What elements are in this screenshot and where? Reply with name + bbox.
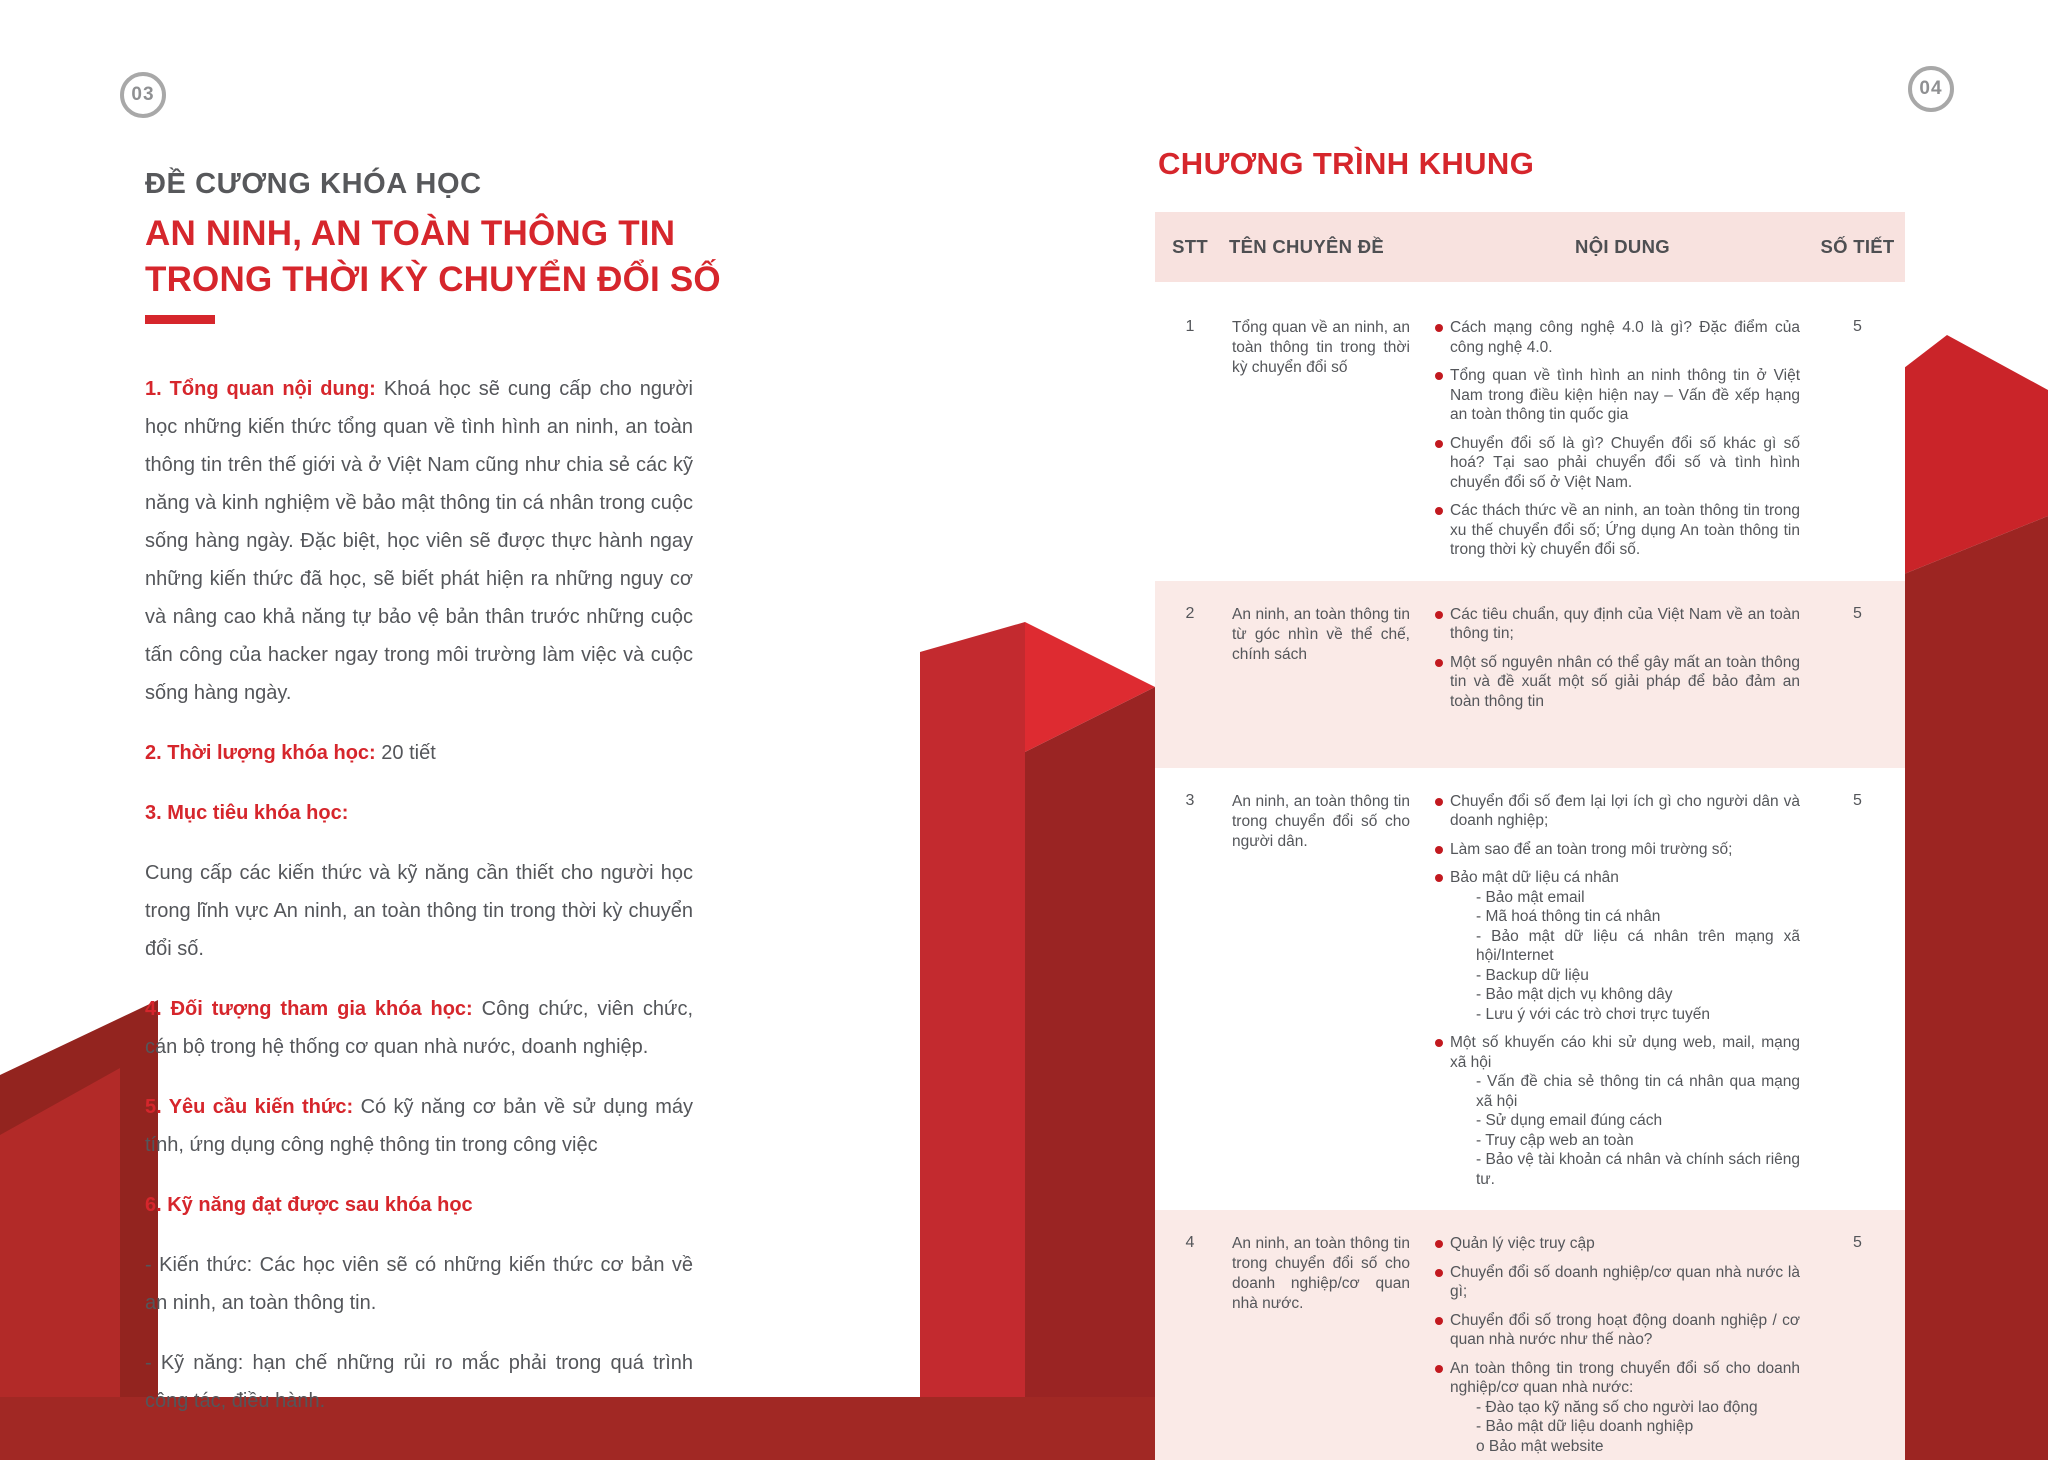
sub-item: - Đào tạo kỹ năng số cho người lao động — [1476, 1398, 1758, 1416]
course-section: 5. Yêu cầu kiến thức: Có kỹ năng cơ bản về sử dụng máy tính, ứng dụng công nghệ thông tin trong công việc — [145, 1096, 693, 1156]
content-item-text: Chuyển đổi số đem lại lợi ích gì cho người dân và doanh nghiệp; — [1450, 792, 1800, 829]
course-section: 4. Đối tượng tham gia khóa học: Công chức, viên chức, cán bộ trong hệ thống cơ quan nhà nước, doanh nghiệp. — [145, 998, 694, 1058]
content-item-text: Một số khuyến cáo khi sử dụng web, mail, mạng xã hội — [1450, 1034, 1800, 1071]
content-item — [1435, 366, 1800, 425]
table-header-row — [1155, 212, 1905, 282]
bullet-icon — [1435, 1365, 1443, 1373]
bullet-icon — [1435, 659, 1443, 667]
sub-item: - Sử dụng email đúng cách — [1476, 1112, 1663, 1129]
content-item — [1435, 605, 1800, 644]
course-section: - Kỹ năng: hạn chế những rủi ro mắc phải trong quá trình công tác, điều hành. — [145, 1352, 693, 1412]
content-item — [1435, 1311, 1800, 1350]
table-row — [1155, 768, 1905, 1211]
content-item-text: Làm sao để an toàn trong môi trường số; — [1450, 840, 1733, 858]
section-label: 4. Đối tượng tham gia khóa học: — [145, 998, 473, 1020]
stt-cell: 1 — [1185, 318, 1195, 335]
content-item — [1435, 434, 1800, 493]
course-section: Cung cấp các kiến thức và kỹ năng cần thiết cho người học trong lĩnh vực An ninh, an toàn thông tin trong thời kỳ chuyển đổi số. — [145, 862, 693, 960]
sub-item: - Bảo mật dữ liệu doanh nghiệp — [1476, 1418, 1694, 1435]
content-item-text: Chuyển đổi số doanh nghiệp/cơ quan nhà nước là gì; — [1450, 1263, 1800, 1300]
periods-cell: 5 — [1853, 604, 1862, 622]
content-item-text: An toàn thông tin trong chuyển đổi số cho doanh nghiệp/cơ quan nhà nước: — [1450, 1359, 1800, 1396]
bullet-icon — [1435, 611, 1443, 619]
topic-cell: Tổng quan về an ninh, an toàn thông tin trong thời kỳ chuyển đổi số — [1232, 319, 1410, 376]
content-item-text: Quản lý việc truy cập — [1450, 1235, 1595, 1252]
bullet-icon — [1435, 1269, 1443, 1277]
page-number-badge-right: 04 — [1908, 66, 1954, 112]
section-label: 1. Tổng quan nội dung: — [145, 378, 376, 400]
sub-item: - Vấn đề chia sẻ thông tin cá nhân qua mạng xã hội — [1476, 1073, 1800, 1110]
header-content: NỘI DUNG — [1575, 236, 1670, 257]
topic-cell: An ninh, an toàn thông tin từ góc nhìn về thể chế, chính sách — [1232, 605, 1410, 663]
content-item-text: Chuyển đổi số là gì? Chuyển đổi số khác gì số hoá? Tại sao phải chuyển đổi số và tình hình chuyển đổi số ở Việt Nam. — [1450, 434, 1800, 491]
sub-item: - Lưu ý với các trò chơi trực tuyến — [1476, 1005, 1711, 1023]
periods-cell: 5 — [1853, 1234, 1862, 1251]
bullet-icon — [1435, 1039, 1443, 1047]
course-title-line-2: TRONG THỜI KỲ CHUYỂN ĐỔI SỐ — [145, 260, 721, 299]
content-item — [1435, 868, 1800, 1024]
content-item-text: Các thách thức về an ninh, an toàn thông tin trong xu thế chuyển đổi số; Ứng dụng An toàn thông tin trong thời kỳ chuyển đổi số. — [1450, 502, 1800, 558]
periods-cell: 5 — [1853, 318, 1862, 335]
content-item — [1435, 318, 1800, 357]
header-topic: TÊN CHUYÊN ĐỀ — [1229, 236, 1384, 257]
content-item — [1435, 1263, 1800, 1302]
content-item-text: Các tiêu chuẩn, quy định của Việt Nam về an toàn thông tin; — [1450, 605, 1800, 642]
bullet-icon — [1435, 874, 1443, 882]
course-section: 2. Thời lượng khóa học: 20 tiết — [145, 742, 436, 764]
header-stt: STT — [1172, 236, 1208, 257]
course-section — [145, 794, 693, 832]
sub-item: - Backup dữ liệu — [1476, 966, 1589, 984]
content-item-text: Chuyển đổi số trong hoạt động doanh nghiệp / cơ quan nhà nước như thế nào? — [1450, 1311, 1800, 1348]
stt-cell: 2 — [1185, 604, 1195, 622]
bullet-icon — [1435, 324, 1443, 332]
bullet-icon — [1435, 798, 1443, 806]
bullet-icon — [1435, 1240, 1443, 1248]
content-cell — [1435, 792, 1810, 1199]
content-item — [1435, 653, 1800, 712]
course-title-line-1: AN NINH, AN TOÀN THÔNG TIN — [145, 214, 676, 253]
sub-item: - Bảo mật email — [1476, 888, 1585, 906]
sub-item: - Bảo vệ tài khoản cá nhân và chính sách riêng tư. — [1476, 1151, 1800, 1188]
content-item — [1435, 1234, 1800, 1254]
curriculum-title: CHƯƠNG TRÌNH KHUNG — [1158, 146, 1535, 181]
periods-cell: 5 — [1853, 791, 1862, 809]
ribbon-left-face-shape — [920, 622, 1025, 1397]
topic-cell: An ninh, an toàn thông tin trong chuyển đổi số cho người dân. — [1232, 792, 1410, 850]
table-row — [1155, 1210, 1905, 1460]
content-item — [1435, 501, 1800, 560]
curriculum-table — [1155, 212, 1905, 1460]
course-section: - Kiến thức: Các học viên sẽ có những kiến thức cơ bản về an ninh, an toàn thông tin. — [145, 1254, 693, 1314]
bullet-icon — [1435, 507, 1443, 515]
content-item — [1435, 1359, 1800, 1457]
sub-item: o Bảo mật website — [1476, 1437, 1604, 1455]
content-cell — [1435, 318, 1810, 569]
table-row — [1155, 282, 1905, 581]
content-item — [1435, 840, 1800, 860]
content-item — [1435, 792, 1800, 831]
sub-item: - Truy cập web an toàn — [1476, 1131, 1634, 1149]
course-title — [145, 211, 721, 303]
content-item-text: Tổng quan về tình hình an ninh thông tin ở Việt Nam trong điều kiện hiện nay – Vấn đề xếp hạng an toàn thông tin quốc gia — [1450, 367, 1800, 423]
page-number-badge-left: 03 — [120, 72, 166, 118]
content-item-text: Cách mạng công nghệ 4.0 là gì? Đặc điểm của công nghệ 4.0. — [1450, 319, 1800, 356]
section-label: 6. Kỹ năng đạt được sau khóa học — [145, 1194, 473, 1216]
section-label: 2. Thời lượng khóa học: — [145, 742, 376, 764]
stt-cell: 4 — [1185, 1234, 1195, 1251]
sub-item: - Bảo mật dữ liệu cá nhân trên mạng xã hội/Internet — [1476, 927, 1800, 964]
sub-item: - Bảo mật dịch vụ không dây — [1476, 986, 1673, 1003]
course-section: 1. Tổng quan nội dung: Khoá học sẽ cung cấp cho người học những kiến thức tổng quan về tình hình an ninh, an toàn thông tin trên thế giới và ở Việt Nam cũng như chia sẻ các kỹ năng và kinh nghiệm về bảo mật thông tin cá nhân trong cuộc sống hàng ngày. Đặc biệt, học viên sẽ được thực hành ngay những kiến thức đã học, sẽ biết phát hiện ra những nguy cơ và nâng cao khả năng tự bảo vệ bản thân trước những cuộc tấn công của hacker ngay trong môi trường làm việc và cuộc sống hàng ngày. — [145, 378, 693, 704]
bullet-icon — [1435, 846, 1443, 854]
content-item-text: Bảo mật dữ liệu cá nhân — [1450, 869, 1619, 886]
sub-item: - Mã hoá thông tin cá nhân — [1476, 908, 1661, 925]
right-dark-shape — [1904, 516, 2048, 1460]
bullet-icon — [1435, 372, 1443, 380]
table-body — [1155, 282, 1905, 1460]
bullet-icon — [1435, 1317, 1443, 1325]
section-label: 5. Yêu cầu kiến thức: — [145, 1096, 354, 1118]
content-item — [1435, 1033, 1800, 1189]
content-item-text: Một số nguyên nhân có thể gây mất an toàn thông tin và đề xuất một số giải pháp để bảo đảm an toàn thông tin — [1450, 653, 1800, 710]
content-cell — [1435, 605, 1810, 756]
title-underline — [145, 315, 215, 324]
content-cell — [1435, 1234, 1810, 1460]
header-periods: SỐ TIẾT — [1820, 236, 1895, 257]
course-outline-label: ĐỀ CƯƠNG KHÓA HỌC — [145, 168, 482, 200]
ribbon-dark-face-shape — [1025, 687, 1155, 1397]
left-page-content — [145, 168, 721, 1442]
topic-cell: An ninh, an toàn thông tin trong chuyển đổi số cho doanh nghiệp/cơ quan nhà nước. — [1232, 1235, 1410, 1312]
course-sections — [145, 370, 693, 1420]
stt-cell: 3 — [1185, 791, 1195, 809]
table-row — [1155, 581, 1905, 768]
section-label: 3. Mục tiêu khóa học: — [145, 802, 349, 824]
bullet-icon — [1435, 440, 1443, 448]
course-section — [145, 1186, 693, 1224]
